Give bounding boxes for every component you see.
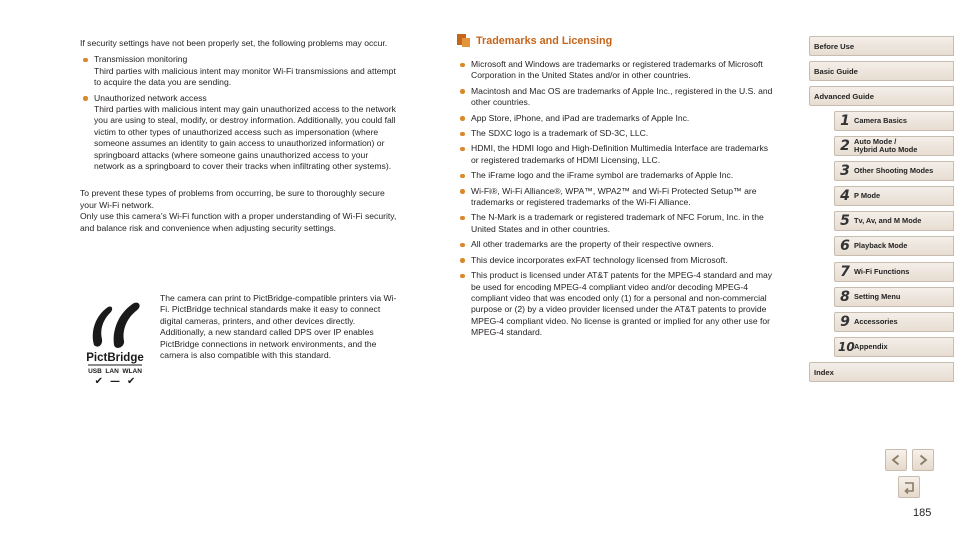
- section-title: Trademarks and Licensing: [476, 34, 613, 47]
- chapter-label: Setting Menu: [854, 291, 901, 301]
- chapter-label: Tv, Av, and M Mode: [854, 216, 922, 226]
- list-item: The N-Mark is a trademark or registered trademark of NFC Forum, Inc. in the United States and in other countries.: [457, 212, 777, 235]
- pictbridge-text: The camera can print to PictBridge-compatible printers via Wi-Fi. PictBridge technical standards make it easy to connect digital cameras, printers, and other devices directly. Additionally, a new standard called DPS over IP enables PictBridge connections in network environments, and the camera is also compatible with this standard.: [160, 293, 397, 361]
- prevent-text-2: Only use this camera’s Wi-Fi function with a proper understanding of Wi-Fi security, and balance risk and convenience when adjusting security settings.: [80, 211, 397, 233]
- return-button[interactable]: [898, 476, 920, 498]
- nav-advanced-guide[interactable]: Advanced Guide: [809, 86, 954, 106]
- list-item: This device incorporates exFAT technology licensed from Microsoft.: [457, 255, 777, 266]
- chapter-number: 7: [840, 263, 850, 280]
- section-heading: [457, 34, 777, 47]
- chapter-nav: [809, 36, 954, 387]
- nav-chapter-4[interactable]: [834, 186, 954, 206]
- prev-page-button[interactable]: [885, 449, 907, 471]
- chapter-label: Accessories: [854, 316, 898, 326]
- list-item: App Store, iPhone, and iPad are trademarks of Apple Inc.: [457, 113, 777, 124]
- list-item: The iFrame logo and the iFrame symbol are trademarks of Apple Inc.: [457, 170, 777, 181]
- arrow-right-icon: [917, 454, 929, 466]
- chapter-label: P Mode: [854, 191, 881, 201]
- nav-chapter-10[interactable]: [834, 337, 954, 357]
- nav-basic-guide[interactable]: Basic Guide: [809, 61, 954, 81]
- risk-title: Unauthorized network access: [94, 92, 207, 103]
- trademark-list: [457, 59, 777, 339]
- list-item: Macintosh and Mac OS are trademarks of Apple Inc., registered in the U.S. and other countries.: [457, 86, 777, 109]
- chapter-number: 3: [840, 163, 850, 180]
- chapter-label: Camera Basics: [854, 116, 908, 125]
- list-item: [80, 93, 400, 173]
- chapter-label: Auto Mode / Hybrid Auto Mode: [854, 137, 918, 155]
- chapter-label: Playback Mode: [854, 241, 908, 251]
- list-item: [80, 54, 400, 88]
- chapter-number: 10: [838, 339, 855, 354]
- pictbridge-logo-marks: ✔ — ✔: [94, 376, 136, 385]
- chapter-number: 1: [840, 113, 850, 129]
- nav-chapter-2[interactable]: [834, 136, 954, 156]
- nav-chapter-1[interactable]: [834, 111, 954, 131]
- chapter-label: Wi-Fi Functions: [854, 266, 910, 276]
- chapter-number: 8: [840, 288, 850, 305]
- chapter-number: 9: [840, 313, 850, 330]
- security-section: [80, 38, 400, 234]
- pictbridge-logo-icon: [86, 295, 144, 385]
- list-item: This product is licensed under AT&T patents for the MPEG-4 standard and may be used for encoding MPEG-4 compliant video and/or decoding MPEG-4 compliant video that was encoded only (1) for a personal and non-commercial purpose or (2) by a video provider licensed under the AT&T patents to provide MPEG-4 compliant video. No license is granted or implied for any other use for MPEG-4 standard.: [457, 270, 777, 338]
- next-page-button[interactable]: [912, 449, 934, 471]
- security-intro: If security settings have not been properly set, the following problems may occur.: [80, 38, 388, 48]
- nav-chapter-7[interactable]: [834, 262, 954, 282]
- risk-text: Third parties with malicious intent may monitor Wi-Fi transmissions and attempt to acquire the data you are sending.: [94, 65, 396, 88]
- risk-title: Transmission monitoring: [94, 54, 188, 65]
- pictbridge-logo-cols: USB LAN WLAN: [88, 368, 142, 375]
- trademarks-section: [457, 34, 777, 343]
- security-risk-list: [80, 54, 400, 172]
- nav-chapter-8[interactable]: [834, 287, 954, 307]
- chapter-label: Appendix: [854, 341, 888, 351]
- page-number: 185: [913, 507, 932, 519]
- risk-text: Third parties with malicious intent may gain unauthorized access to the network you are using to steal, modify, or destroy information. Additionally, you could fall victim to other types of unauthorized access such as impersonation (where someone assumes an identity to gain access to unauthorized information) or springboard attacks (where someone gains unauthorized access to your network as a springboard to cover their tracks when infiltrating other systems).: [94, 104, 396, 172]
- prevent-text: To prevent these types of problems from occurring, be sure to thoroughly secure your Wi-Fi network.: [80, 188, 385, 210]
- chapter-number: 4: [840, 188, 850, 205]
- list-item: HDMI, the HDMI logo and High-Definition Multimedia Interface are trademarks or registered trademarks of HDMI Licensing, LLC.: [457, 143, 777, 166]
- nav-chapter-3[interactable]: [834, 161, 954, 181]
- nav-chapter-6[interactable]: [834, 236, 954, 256]
- list-item: Wi-Fi®, Wi-Fi Alliance®, WPA™, WPA2™ and Wi-Fi Protected Setup™ are trademarks or registered trademarks of the Wi-Fi Alliance.: [457, 186, 777, 209]
- nav-index[interactable]: Index: [809, 362, 954, 382]
- list-item: The SDXC logo is a trademark of SD-3C, LLC.: [457, 128, 777, 139]
- pictbridge-logo-text: PictBridge: [86, 352, 144, 364]
- nav-before-use[interactable]: Before Use: [809, 36, 954, 56]
- list-item: Microsoft and Windows are trademarks or registered trademarks of Microsoft Corporation in the United States and/or in other countries.: [457, 59, 777, 82]
- chapter-number: 2: [840, 138, 850, 155]
- nav-chapter-5[interactable]: [834, 211, 954, 231]
- return-arrow-icon: [902, 480, 916, 494]
- section-square-icon: [457, 34, 470, 47]
- list-item: All other trademarks are the property of their respective owners.: [457, 239, 777, 250]
- nav-chapter-9[interactable]: [834, 312, 954, 332]
- arrow-left-icon: [890, 454, 902, 466]
- chapter-number: 5: [840, 213, 850, 230]
- chapter-number: 6: [840, 238, 850, 255]
- chapter-label: Other Shooting Modes: [854, 166, 934, 176]
